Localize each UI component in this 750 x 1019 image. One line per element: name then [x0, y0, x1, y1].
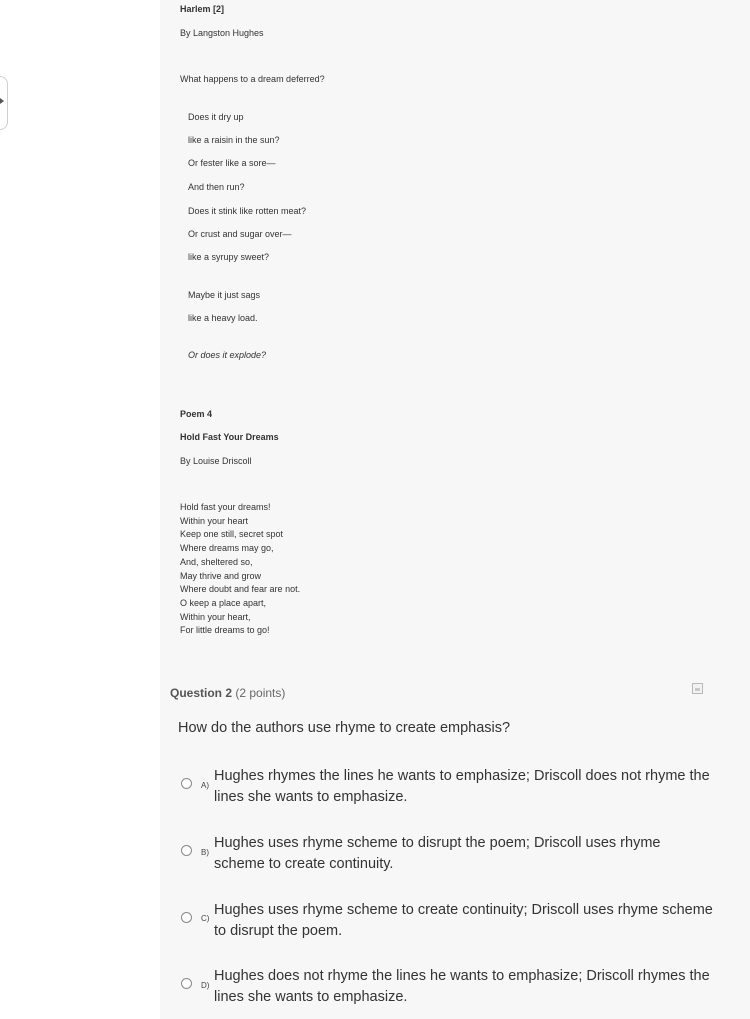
poem-line: Or crust and sugar over— [188, 229, 292, 239]
poem-line: Or fester like a sore— [188, 158, 276, 168]
option-letter: A) [201, 781, 209, 790]
poem-line: Keep one still, secret spot [180, 529, 284, 540]
radio-button[interactable] [181, 978, 192, 989]
chevron-right-icon [0, 98, 4, 104]
answer-option-a[interactable] [181, 766, 721, 810]
poem3-closing-line: Or does it explode? [188, 350, 267, 360]
poem-line: O keep a place apart, [180, 597, 267, 608]
poem-line: like a syrupy sweet? [188, 252, 270, 262]
option-text: Hughes does not rhyme the lines he wants to emphasize; Driscoll rhymes the lines she wants to emphasize. [214, 968, 710, 1005]
question-points: (2 points) [235, 686, 286, 700]
save-icon-bar [695, 688, 700, 691]
option-letter: C) [201, 914, 210, 923]
poem3-opening-line: What happens to a dream deferred? [180, 74, 325, 84]
poem-line: And then run? [188, 182, 245, 192]
option-text: Hughes rhymes the lines he wants to emphasize; Driscoll does not rhyme the lines she wants to emphasize. [214, 768, 710, 805]
poem-line: And, sheltered so, [180, 556, 253, 567]
poem-line: like a raisin in the sun? [188, 135, 280, 145]
radio-button[interactable] [181, 912, 192, 923]
option-text: Hughes uses rhyme scheme to create continuity; Driscoll uses rhyme scheme to disrupt the poem. [214, 902, 713, 939]
poem4-title: Hold Fast Your Dreams [180, 432, 279, 442]
option-letter: D) [201, 981, 210, 990]
poem-line: Does it dry up [188, 112, 244, 122]
option-text: Hughes uses rhyme scheme to disrupt the poem; Driscoll uses rhyme scheme to create continuity. [214, 835, 661, 872]
option-letter: B) [201, 848, 209, 857]
poem-line: Maybe it just sags [188, 290, 261, 300]
answer-option-d[interactable] [181, 966, 721, 1010]
sidebar-toggle[interactable] [0, 76, 8, 130]
question-text: How do the authors use rhyme to create emphasis? [178, 720, 511, 736]
poem3-author: By Langston Hughes [180, 28, 264, 38]
answer-option-b[interactable] [181, 833, 721, 877]
poem4-body [180, 501, 300, 638]
poem-line: Within your heart, [180, 611, 251, 622]
poem-line: For little dreams to go! [180, 625, 270, 636]
assessment-content [160, 0, 750, 1019]
question-header [170, 686, 285, 700]
radio-button[interactable] [181, 845, 192, 856]
poem-line: Where doubt and fear are not. [180, 584, 301, 595]
answer-option-c[interactable] [181, 900, 721, 944]
poem4-author: By Louise Driscoll [180, 456, 252, 466]
radio-button[interactable] [181, 778, 192, 789]
left-gutter [0, 0, 160, 1019]
poem-line: Hold fast your dreams! [180, 502, 271, 512]
poem-line: Where dreams may go, [180, 543, 274, 554]
save-icon[interactable] [692, 683, 703, 694]
poem-line: like a heavy load. [188, 313, 258, 323]
poem4-label: Poem 4 [180, 409, 213, 419]
poem-line: Within your heart [180, 515, 249, 526]
poem-line: Does it stink like rotten meat? [188, 206, 307, 216]
question-label: Question 2 [170, 686, 233, 700]
poem-line: May thrive and grow [180, 570, 262, 581]
poem3-title: Harlem [2] [180, 4, 225, 14]
